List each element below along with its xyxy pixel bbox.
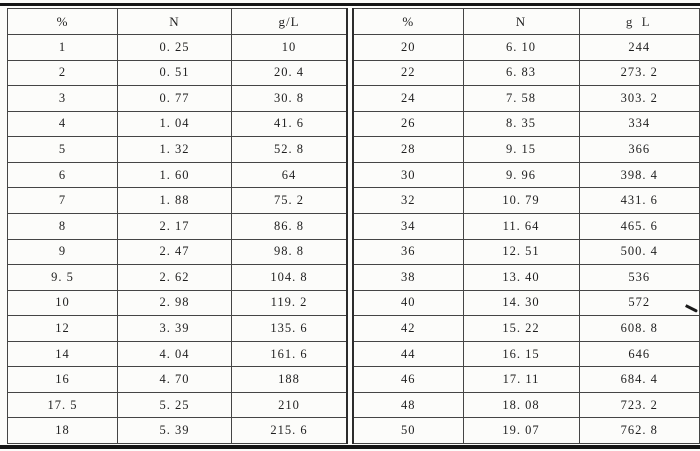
cell: 30. 8	[232, 86, 348, 112]
cell: 4	[8, 111, 118, 137]
cell: 119. 2	[232, 290, 348, 316]
table-row	[353, 290, 700, 316]
column-header: %	[353, 9, 463, 35]
table-row	[8, 86, 348, 112]
cell: 762. 8	[579, 418, 700, 444]
table-row	[353, 213, 700, 239]
cell: 4. 70	[118, 367, 232, 393]
cell: 1. 88	[118, 188, 232, 214]
cell: 16	[8, 367, 118, 393]
table-row	[8, 188, 348, 214]
cell: 2. 17	[118, 213, 232, 239]
cell: 2. 62	[118, 265, 232, 291]
table-row	[353, 111, 700, 137]
cell: 16. 15	[463, 341, 579, 367]
top-rule	[0, 3, 700, 6]
cell: 24	[353, 86, 463, 112]
column-header: %	[8, 9, 118, 35]
cell: 536	[579, 265, 700, 291]
cell: 14. 30	[463, 290, 579, 316]
cell: 0. 51	[118, 60, 232, 86]
cell: 6	[8, 162, 118, 188]
header-row	[353, 9, 700, 35]
cell: 723. 2	[579, 392, 700, 418]
cell: 30	[353, 162, 463, 188]
cell: 4. 04	[118, 341, 232, 367]
table-row	[353, 162, 700, 188]
cell: 431. 6	[579, 188, 700, 214]
table-row	[8, 35, 348, 61]
cell: 0. 77	[118, 86, 232, 112]
table-row	[8, 341, 348, 367]
cell: 3. 39	[118, 316, 232, 342]
cell: 1. 32	[118, 137, 232, 163]
cell: 135. 6	[232, 316, 348, 342]
table-row	[8, 213, 348, 239]
cell: 3	[8, 86, 118, 112]
table-row	[353, 137, 700, 163]
cell: 334	[579, 111, 700, 137]
cell: 32	[353, 188, 463, 214]
cell: 2. 47	[118, 239, 232, 265]
cell: 42	[353, 316, 463, 342]
cell: 1. 04	[118, 111, 232, 137]
table-row	[8, 392, 348, 418]
column-header: g L	[579, 9, 700, 35]
cell: 161. 6	[232, 341, 348, 367]
table-row	[8, 290, 348, 316]
cell: 684. 4	[579, 367, 700, 393]
table-row	[353, 418, 700, 444]
cell: 188	[232, 367, 348, 393]
cell: 2. 98	[118, 290, 232, 316]
cell: 15. 22	[463, 316, 579, 342]
cell: 48	[353, 392, 463, 418]
table-row	[8, 239, 348, 265]
cell: 215. 6	[232, 418, 348, 444]
cell: 8	[8, 213, 118, 239]
cell: 7	[8, 188, 118, 214]
cell: 572	[579, 290, 700, 316]
cell: 19. 07	[463, 418, 579, 444]
cell: 9. 15	[463, 137, 579, 163]
cell: 40	[353, 290, 463, 316]
cell: 2	[8, 60, 118, 86]
cell: 104. 8	[232, 265, 348, 291]
cell: 50	[353, 418, 463, 444]
cell: 20. 4	[232, 60, 348, 86]
cell: 273. 2	[579, 60, 700, 86]
cell: 17. 5	[8, 392, 118, 418]
table-row	[8, 60, 348, 86]
table-row	[353, 86, 700, 112]
cell: 12. 51	[463, 239, 579, 265]
table-row	[8, 418, 348, 444]
cell: 20	[353, 35, 463, 61]
table-row	[353, 392, 700, 418]
cell: 41. 6	[232, 111, 348, 137]
cell: 17. 11	[463, 367, 579, 393]
cell: 5. 25	[118, 392, 232, 418]
cell: 46	[353, 367, 463, 393]
table-row	[353, 35, 700, 61]
table-row	[8, 111, 348, 137]
cell: 9	[8, 239, 118, 265]
cell: 9. 5	[8, 265, 118, 291]
cell: 1	[8, 35, 118, 61]
cell: 28	[353, 137, 463, 163]
cell: 7. 58	[463, 86, 579, 112]
table-row	[353, 367, 700, 393]
cell: 6. 10	[463, 35, 579, 61]
table-row	[8, 137, 348, 163]
column-header: g/L	[232, 9, 348, 35]
column-header: N	[118, 9, 232, 35]
cell: 34	[353, 213, 463, 239]
table-row	[8, 316, 348, 342]
table-row	[8, 367, 348, 393]
table-row	[8, 265, 348, 291]
cell: 1. 60	[118, 162, 232, 188]
table-row	[353, 60, 700, 86]
cell: 398. 4	[579, 162, 700, 188]
cell: 26	[353, 111, 463, 137]
cell: 52. 8	[232, 137, 348, 163]
cell: 210	[232, 392, 348, 418]
cell: 14	[8, 341, 118, 367]
cell: 244	[579, 35, 700, 61]
cell: 18. 08	[463, 392, 579, 418]
table-row	[353, 188, 700, 214]
cell: 465. 6	[579, 213, 700, 239]
cell: 0. 25	[118, 35, 232, 61]
cell: 366	[579, 137, 700, 163]
cell: 646	[579, 341, 700, 367]
cell: 11. 64	[463, 213, 579, 239]
cell: 44	[353, 341, 463, 367]
cell: 10	[8, 290, 118, 316]
cell: 303. 2	[579, 86, 700, 112]
cell: 86. 8	[232, 213, 348, 239]
cell: 6. 83	[463, 60, 579, 86]
cell: 36	[353, 239, 463, 265]
cell: 13. 40	[463, 265, 579, 291]
cell: 5	[8, 137, 118, 163]
bottom-rule	[0, 445, 700, 449]
cell: 12	[8, 316, 118, 342]
cell: 38	[353, 265, 463, 291]
cell: 64	[232, 162, 348, 188]
cell: 75. 2	[232, 188, 348, 214]
cell: 10	[232, 35, 348, 61]
cell: 22	[353, 60, 463, 86]
table-row	[353, 239, 700, 265]
cell: 5. 39	[118, 418, 232, 444]
table-row	[353, 316, 700, 342]
column-header: N	[463, 9, 579, 35]
table-row	[353, 341, 700, 367]
header-row	[8, 9, 348, 35]
conversion-table-left	[7, 8, 348, 444]
cell: 10. 79	[463, 188, 579, 214]
table-row	[8, 162, 348, 188]
cell: 608. 8	[579, 316, 700, 342]
cell: 98. 8	[232, 239, 348, 265]
cell: 9. 96	[463, 162, 579, 188]
cell: 500. 4	[579, 239, 700, 265]
conversion-table-right	[352, 8, 700, 444]
cell: 18	[8, 418, 118, 444]
cell: 8. 35	[463, 111, 579, 137]
table-row	[353, 265, 700, 291]
